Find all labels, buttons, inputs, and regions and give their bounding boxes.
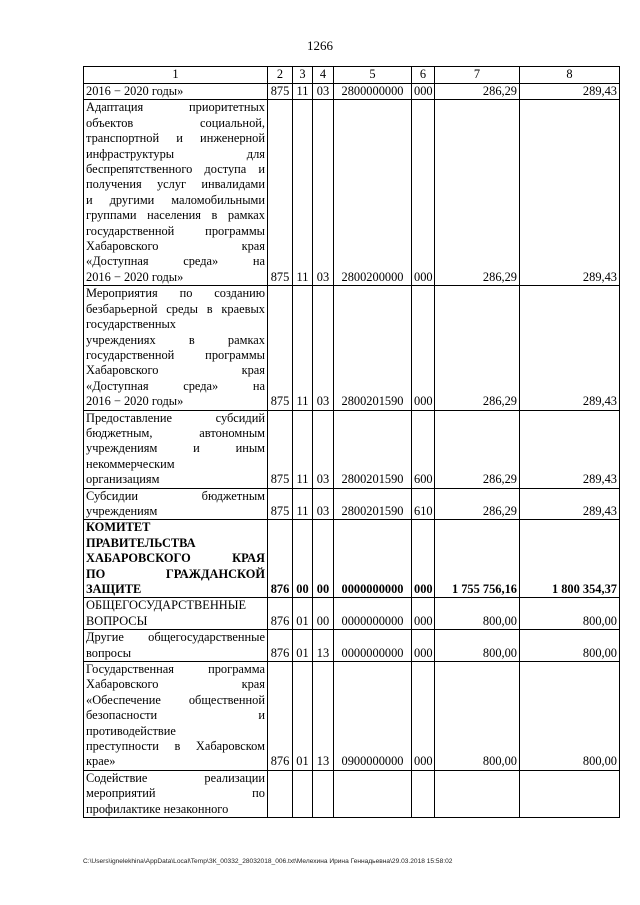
subsection-code-cell: 13 <box>313 630 334 662</box>
table-row <box>84 100 620 286</box>
target-article-cell: 2800201590 <box>334 286 412 410</box>
expense-type-cell: 610 <box>412 488 435 520</box>
expense-type-cell: 000 <box>412 662 435 771</box>
amount-2019-cell: 800,00 <box>435 630 520 662</box>
expense-type-cell: 000 <box>412 84 435 100</box>
row-name-cell <box>84 410 268 488</box>
chapter-code-cell: 876 <box>268 662 293 771</box>
target-article-cell: 2800200000 <box>334 100 412 286</box>
row-name-line: инфраструктуры для <box>86 146 265 161</box>
target-article-cell: 2800201590 <box>334 410 412 488</box>
expense-type-cell: 600 <box>412 410 435 488</box>
column-header: 5 <box>334 67 412 84</box>
column-header: 4 <box>313 67 334 84</box>
row-name-line: объектов социальной, <box>86 115 265 130</box>
budget-table <box>83 66 620 818</box>
target-article-cell: 0000000000 <box>334 520 412 598</box>
row-name-line: ЗАЩИТЕ <box>86 582 142 596</box>
amount-2019-cell <box>435 770 520 817</box>
table-row <box>84 662 620 771</box>
row-name-line: Хабаровского края <box>86 677 265 692</box>
row-name-line: группами населения в рамках <box>86 208 265 223</box>
column-header: 8 <box>520 67 620 84</box>
section-code-cell: 01 <box>293 662 313 771</box>
column-header: 7 <box>435 67 520 84</box>
chapter-code-cell: 875 <box>268 84 293 100</box>
subsection-code-cell: 00 <box>313 520 334 598</box>
chapter-code-cell: 876 <box>268 520 293 598</box>
row-name-line: государственных <box>86 317 177 332</box>
section-code-cell: 01 <box>293 630 313 662</box>
row-name-line: государственной программы <box>86 347 265 362</box>
row-name-cell <box>84 630 268 662</box>
row-name-line: Хабаровского края <box>86 363 265 378</box>
amount-2019-cell: 1 755 756,16 <box>435 520 520 598</box>
row-name-line: Предоставление субсидий <box>86 410 265 425</box>
column-header: 3 <box>293 67 313 84</box>
row-name-line: учреждениям и иным <box>86 441 265 456</box>
row-name-line: профилактике незаконного <box>86 801 229 816</box>
chapter-code-cell: 875 <box>268 286 293 410</box>
chapter-code-cell: 875 <box>268 100 293 286</box>
row-name-line: Мероприятия по созданию <box>86 286 265 301</box>
row-name-line: организациям <box>86 472 160 487</box>
row-name-cell <box>84 286 268 410</box>
subsection-code-cell: 03 <box>313 286 334 410</box>
expense-type-cell: 000 <box>412 100 435 286</box>
section-code-cell: 11 <box>293 410 313 488</box>
amount-2020-cell: 289,43 <box>520 100 620 286</box>
target-article-cell: 0000000000 <box>334 598 412 630</box>
row-name-line: «Доступная среда» на <box>86 378 265 393</box>
section-code-cell: 11 <box>293 488 313 520</box>
table-row <box>84 520 620 598</box>
row-name-line: 2016 − 2020 годы» <box>86 84 184 98</box>
section-code-cell: 11 <box>293 84 313 100</box>
target-article-cell <box>334 770 412 817</box>
target-article-cell: 2800000000 <box>334 84 412 100</box>
subsection-code-cell: 03 <box>313 488 334 520</box>
section-code-cell: 00 <box>293 520 313 598</box>
chapter-code-cell: 875 <box>268 410 293 488</box>
row-name-line: Другие общегосударственные <box>86 630 265 645</box>
target-article-cell: 0900000000 <box>334 662 412 771</box>
row-name-line: безбарьерной среды в краевых <box>86 301 265 316</box>
row-name-line: и другими маломобильными <box>86 192 265 207</box>
row-name-cell <box>84 84 268 100</box>
expense-type-cell: 000 <box>412 598 435 630</box>
row-name-line: государственной программы <box>86 223 265 238</box>
amount-2020-cell: 800,00 <box>520 598 620 630</box>
amount-2019-cell: 286,29 <box>435 100 520 286</box>
amount-2020-cell: 1 800 354,37 <box>520 520 620 598</box>
row-name-line: беспрепятственного доступа и <box>86 162 265 177</box>
amount-2019-cell: 800,00 <box>435 662 520 771</box>
row-name-line: мероприятий по <box>86 786 265 801</box>
table-row <box>84 410 620 488</box>
target-article-cell: 0000000000 <box>334 630 412 662</box>
row-name-line: 2016 − 2020 годы» <box>86 394 184 409</box>
subsection-code-cell <box>313 770 334 817</box>
row-name-line: ОБЩЕГОСУДАРСТВЕННЫЕ <box>86 598 247 613</box>
subsection-code-cell: 03 <box>313 84 334 100</box>
row-name-line: преступности в Хабаровском <box>86 739 265 754</box>
row-name-line: бюджетным, автономным <box>86 425 265 440</box>
row-name-line: получения услуг инвалидами <box>86 177 265 192</box>
row-name-line: некоммерческим <box>86 456 175 471</box>
target-article-cell: 2800201590 <box>334 488 412 520</box>
table-row <box>84 488 620 520</box>
amount-2020-cell: 289,43 <box>520 410 620 488</box>
table-row <box>84 770 620 817</box>
row-name-line: учреждениям <box>86 503 158 518</box>
amount-2020-cell: 289,43 <box>520 286 620 410</box>
chapter-code-cell: 875 <box>268 488 293 520</box>
row-name-line: Государственная программа <box>86 662 265 677</box>
row-name-line: КОМИТЕТ <box>86 520 151 535</box>
row-name-cell <box>84 598 268 630</box>
page-number: 1266 <box>307 38 333 53</box>
chapter-code-cell: 876 <box>268 630 293 662</box>
column-header: 1 <box>84 67 268 84</box>
row-name-line: крае» <box>86 754 116 769</box>
amount-2019-cell: 286,29 <box>435 488 520 520</box>
subsection-code-cell: 00 <box>313 598 334 630</box>
amount-2020-cell <box>520 770 620 817</box>
table-row <box>84 598 620 630</box>
row-name-line: безопасности и <box>86 708 265 723</box>
row-name-line: учреждениях в рамках <box>86 332 265 347</box>
expense-type-cell: 000 <box>412 630 435 662</box>
section-code-cell: 11 <box>293 100 313 286</box>
row-name-line: Субсидии бюджетным <box>86 488 265 503</box>
amount-2020-cell: 289,43 <box>520 84 620 100</box>
row-name-line: противодействие <box>86 723 176 738</box>
row-name-line: «Доступная среда» на <box>86 254 265 269</box>
column-header: 2 <box>268 67 293 84</box>
table-row <box>84 630 620 662</box>
expense-type-cell: 000 <box>412 520 435 598</box>
row-name-cell <box>84 770 268 817</box>
amount-2019-cell: 286,29 <box>435 286 520 410</box>
section-code-cell <box>293 770 313 817</box>
file-path-footer: C:\Users\ignelekhina\AppData\Local\Temp\ЗК_00332_28032018_006.txt\Мелехина Ирина Геннадьевна\29.03.2018 15:58:02 <box>83 858 453 865</box>
subsection-code-cell: 03 <box>313 100 334 286</box>
column-header: 6 <box>412 67 435 84</box>
chapter-code-cell <box>268 770 293 817</box>
row-name-cell <box>84 100 268 286</box>
table-header-row <box>84 67 620 84</box>
row-name-line: ПРАВИТЕЛЬСТВА <box>86 535 196 550</box>
amount-2020-cell: 800,00 <box>520 630 620 662</box>
row-name-line: Адаптация приоритетных <box>86 100 265 115</box>
row-name-line: ВОПРОСЫ <box>86 613 148 628</box>
table-row <box>84 84 620 100</box>
row-name-line: Хабаровского края <box>86 239 265 254</box>
row-name-line: транспортной и инженерной <box>86 131 265 146</box>
amount-2019-cell: 286,29 <box>435 84 520 100</box>
expense-type-cell <box>412 770 435 817</box>
amount-2019-cell: 800,00 <box>435 598 520 630</box>
section-code-cell: 11 <box>293 286 313 410</box>
chapter-code-cell: 876 <box>268 598 293 630</box>
amount-2020-cell: 289,43 <box>520 488 620 520</box>
row-name-line: вопросы <box>86 645 132 660</box>
amount-2020-cell: 800,00 <box>520 662 620 771</box>
row-name-cell <box>84 662 268 771</box>
amount-2019-cell: 286,29 <box>435 410 520 488</box>
subsection-code-cell: 13 <box>313 662 334 771</box>
row-name-line: ПО ГРАЖДАНСКОЙ <box>86 566 265 581</box>
row-name-line: Содействие реализации <box>86 770 265 785</box>
row-name-cell <box>84 488 268 520</box>
row-name-line: 2016 − 2020 годы» <box>86 269 184 284</box>
expense-type-cell: 000 <box>412 286 435 410</box>
row-name-line: ХАБАРОВСКОГО КРАЯ <box>86 551 265 566</box>
subsection-code-cell: 03 <box>313 410 334 488</box>
table-row <box>84 286 620 410</box>
section-code-cell: 01 <box>293 598 313 630</box>
row-name-line: «Обеспечение общественной <box>86 692 265 707</box>
row-name-cell <box>84 520 268 598</box>
